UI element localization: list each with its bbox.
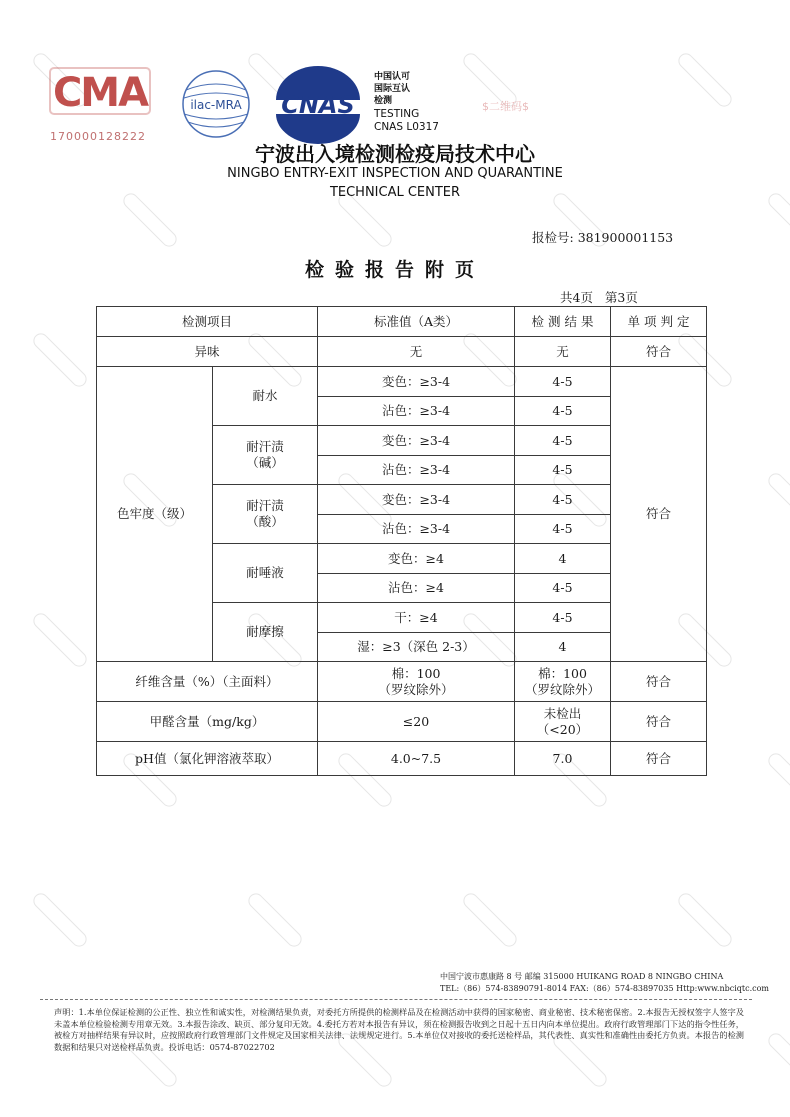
table-row-ph xyxy=(97,742,707,776)
formaldehyde-result-line: 未检出 xyxy=(543,705,582,721)
watermark-stamp xyxy=(676,51,734,109)
watermark-stamp xyxy=(766,471,790,529)
ph-judgement: 符合 xyxy=(611,742,707,776)
cnas-en-line: TESTING xyxy=(374,108,420,120)
ph-result: 7.0 xyxy=(515,742,611,776)
fastness-result: 4 xyxy=(515,544,611,574)
fastness-standard: 变色：≥4 xyxy=(318,544,515,574)
fastness-group-perspiration-alkaline xyxy=(213,426,318,485)
cma-certificate-number: 170000128222 xyxy=(50,130,146,143)
watermark-stamp xyxy=(766,1031,790,1089)
header-item: 检测项目 xyxy=(97,307,318,337)
cnas-en-line: CNAS L0317 xyxy=(374,121,439,133)
cnas-logo xyxy=(268,66,368,148)
fiber-result-line: 棉：100 xyxy=(538,665,587,681)
fastness-standard: 沾色：≥3-4 xyxy=(318,397,515,426)
fiber-item: 纤维含量（%）（主面料） xyxy=(97,662,318,702)
odor-judgement: 符合 xyxy=(611,337,707,367)
formaldehyde-item: 甲醛含量（mg/kg） xyxy=(97,702,318,742)
center-name-en-line2: TECHNICAL CENTER xyxy=(329,185,461,200)
cma-logo xyxy=(48,64,152,118)
odor-standard: 无 xyxy=(318,337,515,367)
fastness-standard: 沾色：≥3-4 xyxy=(318,456,515,485)
fiber-result-line: （罗纹除外） xyxy=(524,681,600,697)
group-sub: （碱） xyxy=(246,455,284,470)
footer-contact: TEL:（86）574-83890791-8014 FAX:（86）574-83897035 Http:www.nbciqtc.com xyxy=(440,984,770,993)
document-title: 检验报告附页 xyxy=(304,259,485,281)
formaldehyde-judgement: 符合 xyxy=(611,702,707,742)
svg-text:ilac-MRA: ilac-MRA xyxy=(190,98,242,112)
group-sub: （酸） xyxy=(246,514,284,529)
ilac-mra-logo xyxy=(176,68,256,140)
fastness-group-perspiration-acid xyxy=(213,485,318,544)
center-name-cn: 宁波出入境检测检疫局技术中心 xyxy=(255,142,535,166)
report-number-label: 报检号: xyxy=(532,230,574,245)
odor-item: 异味 xyxy=(97,337,318,367)
header-result: 检 测 结 果 xyxy=(515,307,611,337)
svg-text:CMA: CMA xyxy=(52,70,148,116)
table-row xyxy=(97,367,707,397)
fastness-result: 4-5 xyxy=(515,397,611,426)
results-table xyxy=(96,306,707,776)
formaldehyde-standard: ≤20 xyxy=(318,702,515,742)
ph-item: pH值（氯化钾溶液萃取） xyxy=(97,742,318,776)
cnas-cn-line: 中国认可 xyxy=(374,72,411,82)
fiber-standard xyxy=(318,662,515,702)
odor-result: 无 xyxy=(515,337,611,367)
formaldehyde-result-line: （<20） xyxy=(536,721,589,737)
group-name: 耐汗渍 xyxy=(246,439,284,454)
table-row-odor xyxy=(97,337,707,367)
qr-code-placeholder: $二维码$ xyxy=(482,100,529,113)
table-row-fiber xyxy=(97,662,707,702)
fastness-standard: 干：≥4 xyxy=(318,603,515,633)
watermark-stamp xyxy=(676,891,734,949)
watermark-stamp xyxy=(461,891,519,949)
fiber-standard-line: （罗纹除外） xyxy=(378,681,454,697)
footer-divider xyxy=(40,999,752,1000)
cnas-recognition-en xyxy=(374,108,439,134)
table-header-row xyxy=(97,307,707,337)
formaldehyde-result xyxy=(515,702,611,742)
watermark-stamp xyxy=(31,891,89,949)
fastness-group-rubbing: 耐摩擦 xyxy=(213,603,318,662)
fastness-standard: 湿：≥3（深色 2-3） xyxy=(318,633,515,662)
footer-disclaimer: 声明：1.本单位保证检测的公正性、独立性和诚实性，对检测结果负责，对委托方所提供的检测样品及在检测活动中获得的国家秘密、商业秘密、技术秘密保密。2.本报告无授权签字人签字及未盖本单位检验检测专用章无效。3.本报告涂改、缺页、部分复印无效。4.委托方若对本报告有异议，须在检测报告收到之日起十五日内向本单位提出。政府行政管理部门下达的指令性任务，被检方对抽样结果有异议时，应按照政府行政管理部门文件规定及国家相关法律、法规规定进行。5.本单位仅对接收的委托送检样品，其代表性、真实性和准确性由委托方负责。本报告的检测数据和结果只对送检样品负责。投诉电话：0574-87022702 xyxy=(54,1007,744,1052)
ph-standard: 4.0~7.5 xyxy=(318,742,515,776)
page-indicator xyxy=(560,288,638,306)
fastness-result: 4-5 xyxy=(515,485,611,515)
fastness-group-saliva: 耐唾液 xyxy=(213,544,318,603)
group-name: 耐汗渍 xyxy=(246,498,284,513)
fastness-standard: 沾色：≥4 xyxy=(318,574,515,603)
watermark-stamp xyxy=(246,891,304,949)
fastness-standard: 变色：≥3-4 xyxy=(318,367,515,397)
cnas-cn-line: 检测 xyxy=(374,96,393,106)
footer-address: 中国宁波市惠康路 8 号 邮编 315000 HUIKANG ROAD 8 NINGBO CHINA xyxy=(440,972,724,981)
header-standard: 标准值（A类） xyxy=(318,307,515,337)
fastness-result: 4-5 xyxy=(515,574,611,603)
fastness-result: 4-5 xyxy=(515,426,611,456)
cnas-recognition-cn xyxy=(374,71,410,107)
page-total: 共4页 xyxy=(560,290,593,305)
fiber-result xyxy=(515,662,611,702)
fastness-result: 4-5 xyxy=(515,515,611,544)
color-fastness-judgement: 符合 xyxy=(611,367,707,662)
color-fastness-label: 色牢度（级） xyxy=(97,367,213,662)
report-number-value: 381900001153 xyxy=(577,230,674,245)
cnas-cn-line: 国际互认 xyxy=(374,84,411,94)
fastness-standard: 沾色：≥3-4 xyxy=(318,515,515,544)
fiber-judgement: 符合 xyxy=(611,662,707,702)
svg-text:CNAS: CNAS xyxy=(281,91,355,119)
watermark-stamp xyxy=(31,611,89,669)
header-judgement: 单 项 判 定 xyxy=(611,307,707,337)
fastness-standard: 变色：≥3-4 xyxy=(318,485,515,515)
report-number xyxy=(532,228,673,246)
table-row-formaldehyde xyxy=(97,702,707,742)
fiber-standard-line: 棉：100 xyxy=(391,665,441,681)
watermark-stamp xyxy=(766,751,790,809)
fastness-result: 4-5 xyxy=(515,603,611,633)
page-current: 第3页 xyxy=(604,290,638,305)
fastness-result: 4-5 xyxy=(515,456,611,485)
fastness-standard: 变色：≥3-4 xyxy=(318,426,515,456)
center-name-en-line1: NINGBO ENTRY-EXIT INSPECTION AND QUARANTINE xyxy=(227,166,563,181)
fastness-result: 4 xyxy=(515,633,611,662)
fastness-group-water: 耐水 xyxy=(213,367,318,426)
watermark-stamp xyxy=(31,331,89,389)
fastness-result: 4-5 xyxy=(515,367,611,397)
